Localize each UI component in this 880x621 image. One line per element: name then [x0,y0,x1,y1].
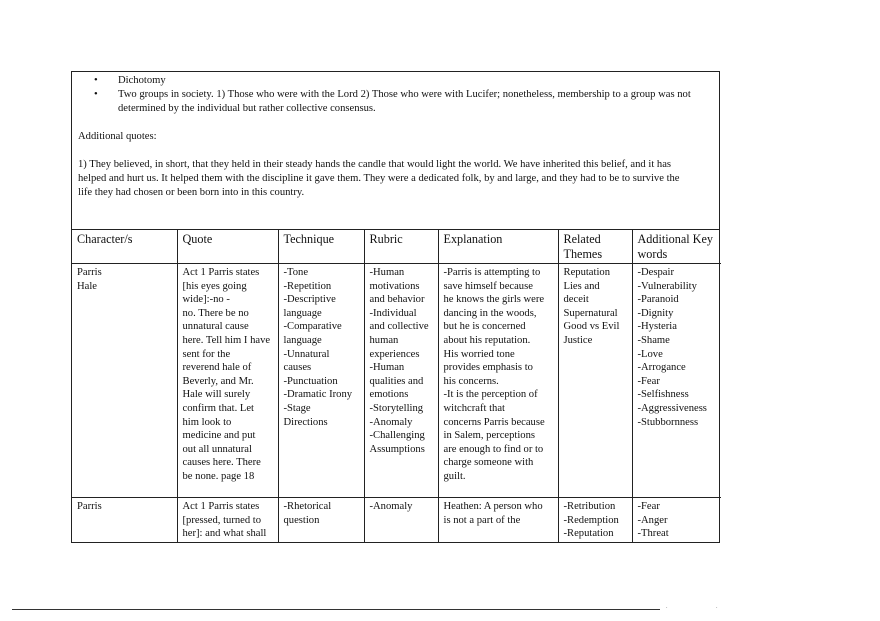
cell-text-line: [his eyes going [182,280,247,292]
cell-text-line: emotions [369,389,409,401]
cell-text-line: causes [283,362,312,374]
cell-text-line: about his reputation. [443,334,531,346]
document-page-frame [71,71,720,543]
cell-text-line: Hale will surely [182,389,251,401]
footer-mark: . [666,604,668,610]
cell-text-line: concerns Parris because [443,416,545,428]
additional-quotes-label: Additional quotes: [78,131,157,142]
cell-quote [177,498,278,542]
footer-rule [12,609,660,610]
cell-text-line: Lies and [563,280,600,292]
cell-text-line: human [369,334,399,346]
quote-line-2: helped and hurt us. It helped them with the discipline it gave them. They were a dedicated folk, by and large, and they had to be to survive the [78,173,680,184]
cell-text-line: no. There be no [182,307,249,319]
header-rubric: Rubric [364,230,438,264]
footer-mark: . [716,604,718,610]
cell-text-line: qualities and [369,375,424,387]
cell-text-line: -Descriptive [283,294,336,306]
cell-text-line: and collective [369,321,429,333]
header-additional-line-1: Additional Key [637,232,713,246]
cell-text-line: -Comparative [283,321,342,333]
table-row [72,498,721,542]
cell-text-line: -Dramatic Irony [283,389,353,401]
cell-text-line: experiences [369,348,420,360]
cell-text-line: provides emphasis to [443,362,533,374]
header-related-themes [558,230,632,264]
bullet-two-groups: • Two groups in society. 1) Those who were with the Lord 2) Those who were with Lucifer; nonetheless, membership to a group was not [112,88,713,102]
cell-text-line: he knows the girls were [443,294,545,306]
cell-text-line: -Shame [637,334,670,346]
cell-text-line: -Dignity [637,307,674,319]
cell-text-line: His worried tone [443,348,515,360]
cell-text-line: is not a part of the [443,514,521,526]
header-additional-keywords [632,230,721,264]
cell-text-line: guilt. [443,470,466,482]
bullet-dichotomy: • Dichotomy [112,74,713,88]
cell-text-line: but he is concerned [443,321,526,333]
cell-rubric [364,264,438,498]
cell-text-line: out all unnatural [182,443,252,455]
cell-text-line: -Human [369,267,405,278]
cell-text-line: Parris [77,501,102,512]
cell-text-line: Reputation [563,267,610,278]
bullet-continuation: determined by the individual but rather collective consensus. [118,103,376,114]
cell-text-line: deceit [563,294,589,306]
cell-text-line: her]: and what shall [182,528,267,540]
cell-text-line: causes here. There [182,457,261,469]
cell-text-line: wide]:-no - [182,294,230,306]
cell-text-line: -Anomaly [369,416,413,428]
table-header-row [72,230,721,264]
cell-text-line: reverend hale of [182,362,252,374]
cell-explanation [438,498,558,542]
intro-section [72,72,719,230]
cell-text-line: Beverly, and Mr. [182,375,254,387]
cell-text-line: Hale [77,280,97,292]
cell-text-line: -Punctuation [283,375,338,387]
cell-text-line: medicine and put [182,430,256,442]
cell-text-line: here. Tell him I have [182,334,271,346]
cell-text-line: motivations [369,280,420,292]
cell-text-line: -Challenging [369,430,425,442]
cell-text-line: -Parris is attempting to [443,267,541,278]
cell-themes [558,498,632,542]
intro-bullet-list [78,74,713,102]
cell-rubric [364,498,438,542]
cell-text-line: -Fear [637,375,660,387]
cell-text-line: confirm that. Let [182,402,254,414]
cell-text-line: Assumptions [369,443,425,455]
cell-text-line: are enough to find or to [443,443,544,455]
cell-text-line: -Repetition [283,280,332,292]
cell-text-line: -Vulnerability [637,280,697,292]
cell-text-line: -Human [369,362,405,374]
header-character: Character/s [72,230,177,264]
cell-text-line: -Stubbornness [637,416,699,428]
cell-text-line: and behavior [369,294,425,306]
cell-text-line: charge someone with [443,457,534,469]
cell-text-line: -Individual [369,307,417,319]
cell-text-line: in Salem, perceptions [443,430,535,442]
cell-text-line: Directions [283,416,328,428]
cell-text-line: -Fear [637,501,660,512]
cell-quote [177,264,278,498]
cell-text-line: -Hysteria [637,321,677,333]
cell-text-line: -Tone [283,267,309,278]
cell-text-line: language [283,307,322,319]
cell-character [72,498,177,542]
cell-text-line: Act 1 Parris states [182,267,260,278]
cell-text-line: unnatural cause [182,321,249,333]
cell-keywords [632,498,721,542]
cell-text-line: Justice [563,334,593,346]
cell-text-line: question [283,514,320,526]
cell-text-line: witchcraft that [443,402,505,414]
cell-text-line: Parris [77,267,102,278]
cell-text-line: his concerns. [443,375,499,387]
cell-text-line: -It is the perception of [443,389,538,401]
cell-text-line: -Reputation [563,528,614,540]
header-related-line-1: Related [563,232,601,246]
cell-text-line: -Love [637,348,663,360]
cell-text-line: [pressed, turned to [182,514,262,526]
cell-text-line: -Unnatural [283,348,330,360]
cell-text-line: him look to [182,416,232,428]
cell-text-line: Good vs Evil [563,321,620,333]
cell-text-line: dancing in the woods, [443,307,537,319]
cell-text-line: -Retribution [563,501,616,512]
cell-technique [278,498,364,542]
header-additional-line-2: words [637,247,668,261]
cell-text-line: -Storytelling [369,402,424,414]
cell-themes [558,264,632,498]
cell-text-line: -Selfishness [637,389,689,401]
cell-text-line: -Paranoid [637,294,679,306]
header-quote: Quote [177,230,278,264]
cell-text-line: -Redemption [563,514,619,526]
header-related-line-2: Themes [563,247,603,261]
cell-text-line: -Despair [637,267,674,278]
cell-text-line: Supernatural [563,307,618,319]
cell-explanation [438,264,558,498]
cell-text-line: Heathen: A person who [443,501,543,512]
cell-text-line: language [283,334,322,346]
cell-text-line: -Rhetorical [283,501,332,512]
quote-line-1: 1) They believed, in short, that they held in their steady hands the candle that would light the world. We have inherited this belief, and it has [78,159,672,170]
header-explanation: Explanation [438,230,558,264]
cell-text-line: -Arrogance [637,362,686,374]
cell-text-line: sent for the [182,348,231,360]
cell-keywords [632,264,721,498]
cell-text-line: -Aggressiveness [637,402,707,414]
cell-character [72,264,177,498]
table-row [72,264,721,498]
cell-text-line: -Anomaly [369,501,413,512]
cell-text-line: -Stage [283,402,311,414]
cell-technique [278,264,364,498]
cell-text-line: be none. page 18 [182,470,255,482]
cell-text-line: -Threat [637,528,669,540]
quote-line-3: life they had chosen or been born into in this country. [78,187,305,198]
cell-text-line: save himself because [443,280,533,292]
cell-text-line: -Anger [637,514,668,526]
cell-text-line: Act 1 Parris states [182,501,260,512]
analysis-table [72,230,721,542]
header-technique: Technique [278,230,364,264]
